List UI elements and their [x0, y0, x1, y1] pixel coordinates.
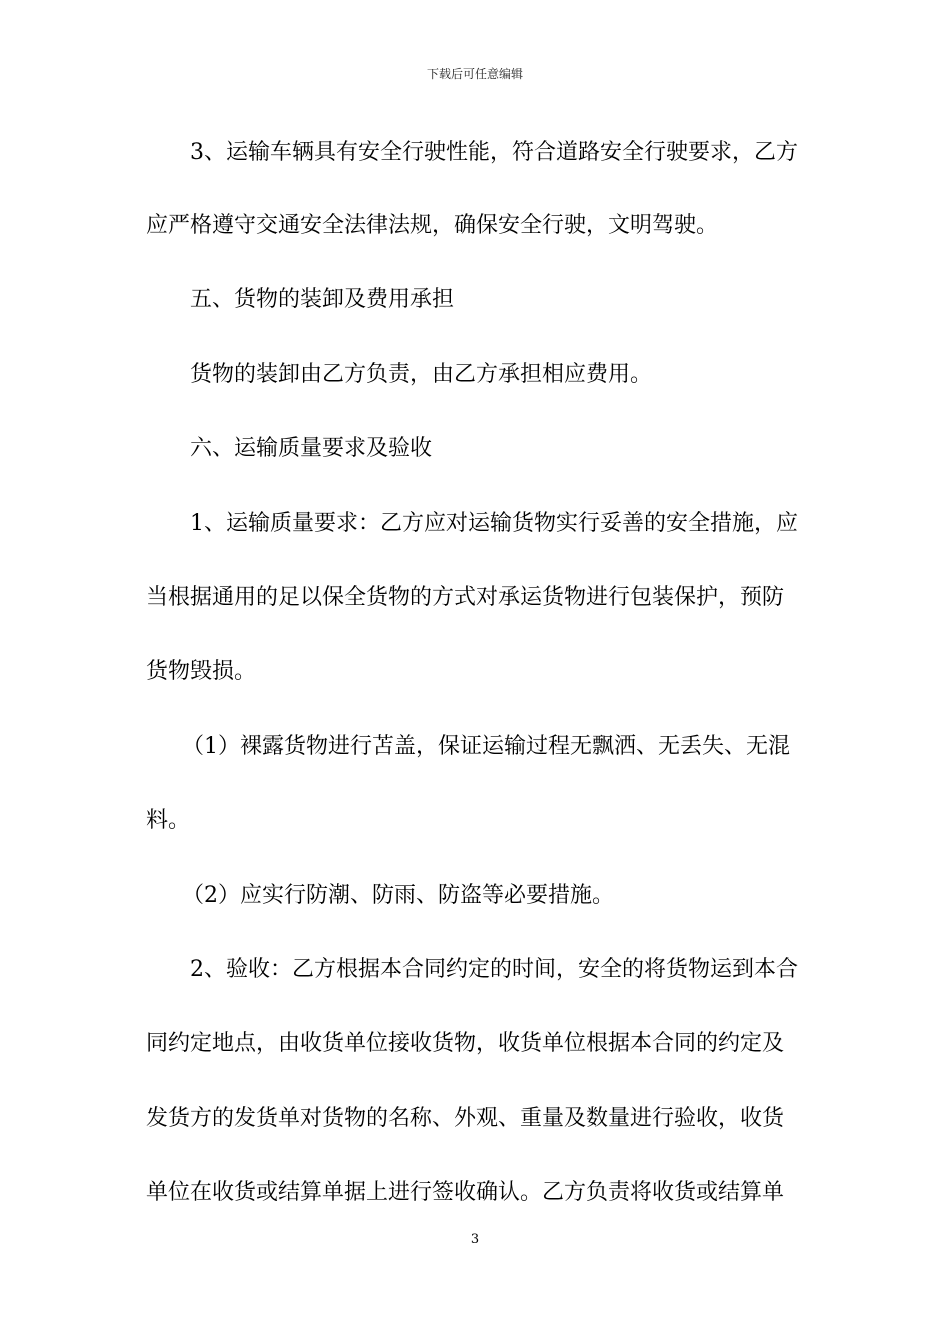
paragraph-line: 3、运输车辆具有安全行驶性能，符合道路安全行驶要求，乙方: [190, 140, 798, 165]
paragraph-line: 发货方的发货单对货物的名称、外观、重量及数量进行验收，收货: [146, 1106, 785, 1131]
paragraph-line: 单位在收货或结算单据上进行签收确认。乙方负责将收货或结算单: [146, 1180, 785, 1205]
page-number: 3: [470, 1232, 480, 1247]
paragraph-line: 当根据通用的足以保全货物的方式对承运货物进行包装保护，预防: [146, 585, 785, 610]
paragraph-line: 应严格遵守交通安全法律法规，确保安全行驶，文明驾驶。: [146, 213, 719, 238]
paragraph-line: （1）裸露货物进行苫盖，保证运输过程无飘洒、无丢失、无混: [182, 734, 790, 759]
paragraph-line: 2、验收：乙方根据本合同约定的时间，安全的将货物运到本合: [190, 957, 798, 982]
paragraph-line: 1、运输质量要求：乙方应对运输货物实行妥善的安全措施，应: [190, 511, 798, 536]
page-header: 下载后可任意编辑: [426, 67, 523, 81]
section-heading: 六、运输质量要求及验收: [190, 436, 433, 461]
paragraph-line: 料。: [146, 808, 191, 833]
paragraph-line: （2）应实行防潮、防雨、防盗等必要措施。: [182, 883, 614, 908]
paragraph-line: 货物的装卸由乙方负责，由乙方承担相应费用。: [190, 362, 653, 387]
section-heading: 五、货物的装卸及费用承担: [190, 287, 455, 312]
paragraph-line: 同约定地点，由收货单位接收货物，收货单位根据本合同的约定及: [146, 1031, 785, 1056]
paragraph-line: 货物毁损。: [146, 659, 257, 684]
